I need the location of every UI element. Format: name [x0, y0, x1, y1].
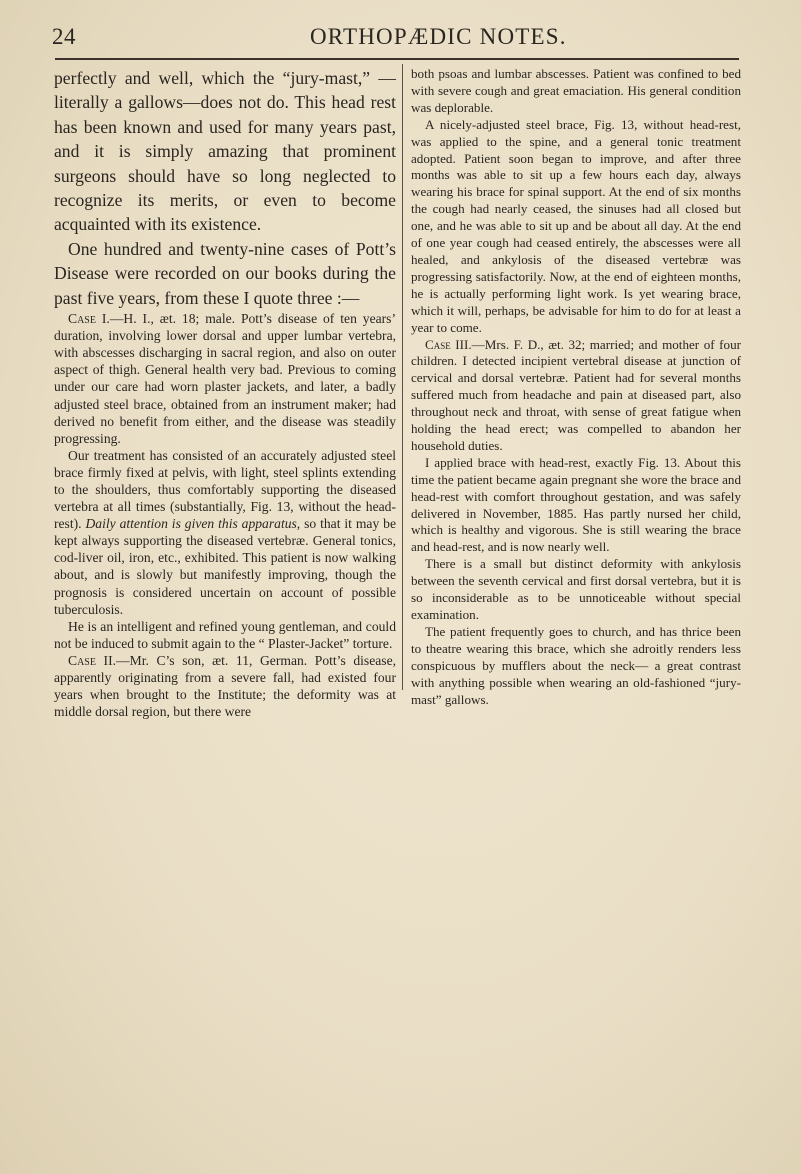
case-2-label: Case II. [68, 652, 117, 668]
right-column [411, 66, 741, 708]
paragraph-gentleman: He is an intelligent and refined young gentleman, and could not be induced to submit again to the “ Plaster-Jacket” torture. [54, 618, 396, 651]
case-3 [411, 337, 741, 455]
page-header [52, 18, 742, 58]
paragraph-deformity: There is a small but distinct deformity with ankylosis between the seventh cervical and first dorsal vertebra, but it is so inconsiderable as to be unnoticeable without special examination. [411, 556, 741, 622]
column-divider [402, 64, 403, 690]
case-2 [54, 652, 396, 720]
case-2-text: —Mr. C’s son, æt. 11, German. Pott’s disease, apparently originating from a severe fall, had existed four years when brought to the Institute; the deformity was at middle dorsal region, but there were [54, 652, 396, 720]
paragraph-treatment [54, 447, 396, 618]
case-2-continued: both psoas and lumbar abscesses. Patient was confined to bed with severe cough and great emaciation. His general condition was deplorable. [411, 66, 741, 115]
treatment-emphasis: Daily attention is given this apparatus, [85, 516, 301, 532]
page-number: 24 [52, 24, 76, 49]
paragraph-jury-mast: perfectly and well, which the “jury-mast,” —literally a gallows—does not do. This head rest has been known and used for many years past, and it is simply amazing that prominent surgeons should have so long neglected to recognize its merits, or even to become acquainted with its existence. [54, 68, 396, 235]
treatment-text-a: Our treatment has consisted of an accurately adjusted steel brace firmly fixed at pelvis, with light, steel splints extending to the shoulders, thus comfortably supporting the diseased vertebra at all times (substantially, Fig. 13, without the head-rest). [54, 447, 396, 532]
lead-text [54, 66, 396, 310]
case-3-text: —Mrs. F. D., æt. 32; married; and mother of four children. I detected incipient vertebral disease at junction of cervical and dorsal vertebræ. Patient had for several months suffered much from headache and pain at diseased part, also throughout neck and throat, with sense of great fatigue when holding the head erect; was compelled to abandon her household duties. [411, 336, 741, 453]
paragraph-case-2-treatment: A nicely-adjusted steel brace, Fig. 13, without head-rest, was applied to the spine, and a general tonic treatment adopted. Patient soon began to improve, and after three months was able to sit up a few hours each day, always wearing his brace for spinal support. At the end of six months the cough had nearly ceased, the sinuses had all closed but one, and he was able to sit up and be about all day. At the end of one year cough had ceased entirely, the abscesses were all healed, and ankylosis of the diseased vertebræ was progressing satisfactorily. Now, at the end of eighteen months, he is actually performing light work. Is yet wearing brace, which it will, perhaps, be advisable for him to do for at least a year to come. [411, 116, 741, 335]
left-column [54, 66, 396, 720]
case-1-text: —H. I., æt. 18; male. Pott’s disease of ten years’ duration, involving lower dorsal and upper lumbar vertebra, with abscesses discharging in sacral region, and also on outer aspect of thigh. General health very bad. Previous to coming under our care had worn plaster jackets, and later, a badly adjusted steel brace, obtained from an instrument maker; had derived no benefit from either, and the disease was steadily progressing. [54, 311, 396, 446]
paragraph-church: The patient frequently goes to church, and has thrice been to theatre wearing this brace, which she adroitly renders less conspicuous by mufflers about the neck— a great contrast with anything possible when wearing an old-fashioned “jury-mast” gallows. [411, 623, 741, 707]
case-notes [54, 310, 396, 720]
header-rule [55, 58, 739, 60]
case-3-label: Case III. [425, 336, 472, 352]
treatment-text-b: so that it may be kept always supporting the diseased vertebræ. General tonics, cod-liver oil, iron, etc., exhibited. This patient is now walking about, and is slowly but manifestly improving, though the prognosis is considered uncertain on account of possible tuberculosis. [54, 516, 396, 617]
paragraph-cases-intro: One hundred and twenty-nine cases of Pott’s Disease were recorded on our books during the past five years, from these I quote three :— [54, 238, 396, 308]
case-notes-continued [411, 66, 741, 708]
case-1 [54, 310, 396, 447]
running-head: ORTHOPÆDIC NOTES. [310, 24, 567, 49]
case-1-label: Case I. [68, 311, 110, 327]
paragraph-case-3-brace: I applied brace with head-rest, exactly Fig. 13. About this time the patient became again pregnant she wore the brace and head-rest with comfort throughout gestation, and was safely delivered in November, 1885. Has partly nursed her child, which is healthy and vigorous. She is still wearing the brace and head-rest, and is now nearly well. [411, 454, 741, 555]
